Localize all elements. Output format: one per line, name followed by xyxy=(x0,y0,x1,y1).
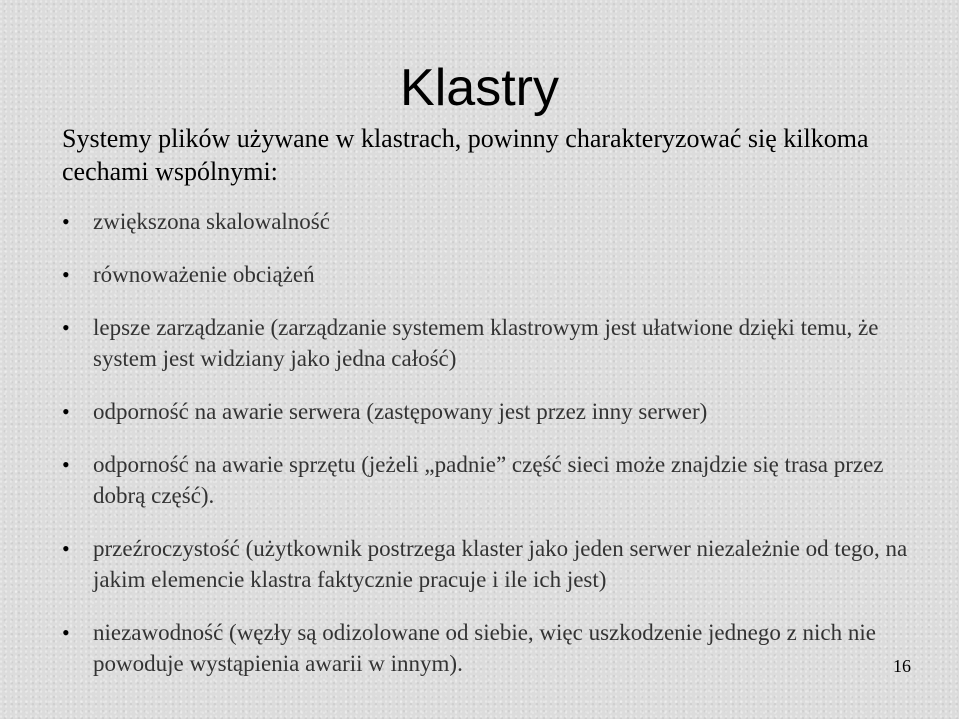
list-item-text: przeźroczystość (użytkownik postrzega klaster jako jeden serwer niezależnie od tego, na jakim elemencie klastra faktycznie pracuje i ile ich jest) xyxy=(93,536,908,592)
list-item xyxy=(62,449,912,511)
list-item xyxy=(62,206,912,237)
page-number: 16 xyxy=(893,656,911,676)
bullet-icon: • xyxy=(62,399,70,424)
list-item-text: zwiększona skalowalność xyxy=(93,209,330,234)
list-item-text: lepsze zarządzanie (zarządzanie systemem klastrowym jest ułatwione dzięki temu, że system jest widziany jako jedna całość) xyxy=(93,315,879,371)
bullet-list xyxy=(62,206,912,679)
list-item-text: równoważenie obciążeń xyxy=(93,262,315,287)
bullet-icon: • xyxy=(62,315,70,340)
slide-content xyxy=(62,122,912,701)
list-item-text: niezawodność (węzły są odizolowane od siebie, więc uszkodzenie jednego z nich nie powoduje wystąpienia awarii w innym). xyxy=(93,620,876,676)
list-item xyxy=(62,533,912,595)
list-item xyxy=(62,312,912,374)
slide-title: Klastry xyxy=(400,59,559,117)
list-item-text: odporność na awarie serwera (zastępowany jest przez inny serwer) xyxy=(93,399,708,424)
list-item xyxy=(62,396,912,427)
list-item-text: odporność na awarie sprzętu (jeżeli „padnie” część sieci może znajdzie się trasa przez dobrą część). xyxy=(93,452,884,508)
bullet-icon: • xyxy=(62,620,70,645)
list-item xyxy=(62,617,912,679)
bullet-icon: • xyxy=(62,536,70,561)
list-item xyxy=(62,259,912,290)
bullet-icon: • xyxy=(62,209,70,234)
bullet-icon: • xyxy=(62,262,70,287)
intro-paragraph: Systemy plików używane w klastrach, powinny charakteryzować się kilkoma cechami wspólnymi: xyxy=(62,124,869,186)
bullet-icon: • xyxy=(62,452,70,477)
